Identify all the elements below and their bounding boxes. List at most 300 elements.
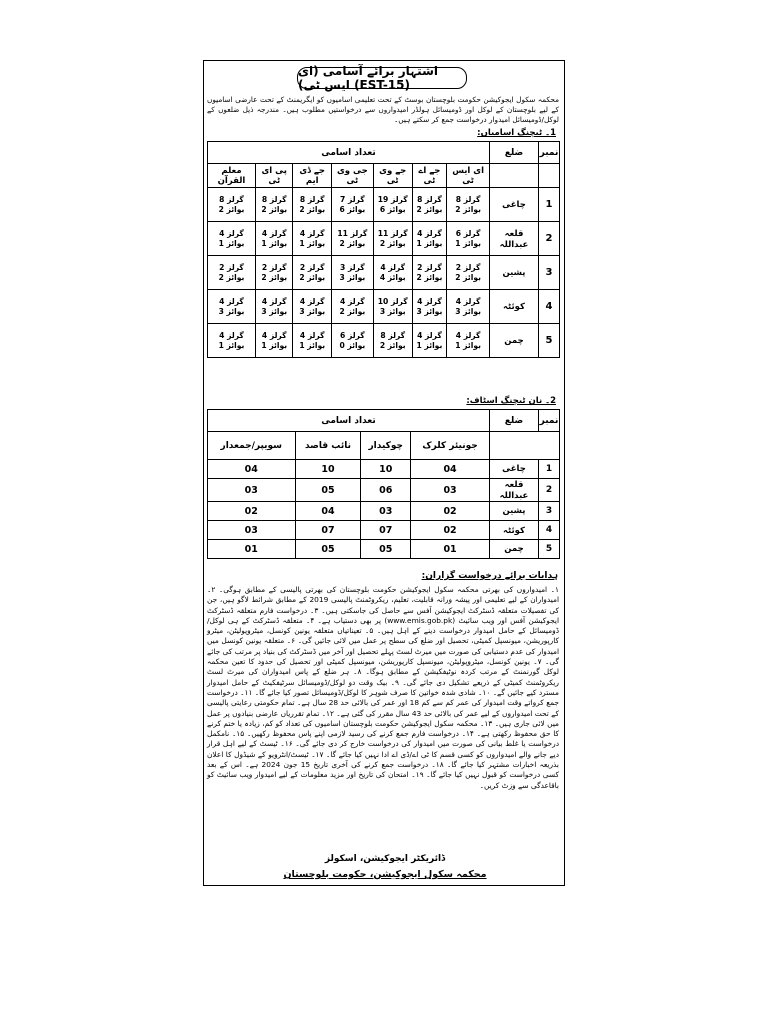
boys-label: بوائز	[307, 204, 326, 214]
post-count-cell	[256, 256, 293, 290]
girls-count	[332, 297, 373, 307]
boys-count	[256, 341, 292, 351]
advertisement-page	[203, 60, 565, 886]
boys-value: 2	[455, 204, 461, 214]
girls-label: گرلز	[463, 228, 481, 238]
boys-count	[413, 205, 447, 215]
intro-paragraph: محکمہ سکول ایجوکیشن حکومت بلوچستان بوسٹ کے تحت تعلیمی اسامیوں کو ایگریمنٹ کے تحت عارضی اسامیوں کے لیے بلوچستان کے لوکل اور ڈومیسائل ہولڈر امیدواروں سے درخواستیں مطلوب ہیں۔ مندرجہ ذیل ضلعوں کے لوکل/ڈومیسائل امیدوار درخواست جمع کر سکتے ہیں۔	[207, 95, 559, 125]
girls-value: 8	[455, 194, 462, 204]
table-row	[208, 188, 560, 222]
teaching-posts-table	[207, 141, 560, 358]
staff-post-header-3: سویپر/جمعدار	[208, 432, 296, 460]
boys-value: 2	[261, 272, 267, 282]
girls-label: گرلز	[425, 194, 442, 204]
girls-value: 3	[340, 262, 346, 272]
girls-label: گرلز	[425, 262, 442, 272]
boys-count	[413, 239, 447, 249]
boys-count	[374, 239, 412, 249]
t2-body	[208, 460, 560, 559]
section2-heading: 2۔ نان ٹیچنگ اسٹاف:	[466, 396, 556, 406]
row-district: پشین	[490, 502, 539, 521]
post-header-1: جے اے ٹی	[412, 164, 447, 188]
boys-label: بوائز	[307, 340, 326, 350]
boys-label: بوائز	[387, 272, 406, 282]
girls-count	[256, 331, 292, 341]
post-count-cell	[412, 222, 447, 256]
girls-count	[374, 263, 412, 273]
boys-count	[256, 239, 292, 249]
boys-count	[332, 239, 373, 249]
post-count-cell	[447, 290, 490, 324]
boys-value: 3	[379, 306, 386, 316]
non-teaching-table	[207, 409, 560, 559]
boys-label: بوائز	[269, 204, 288, 214]
post-count-cell	[373, 188, 412, 222]
girls-value: 4	[417, 228, 423, 238]
girls-label: گرلز	[269, 262, 287, 272]
table-row	[208, 540, 560, 559]
t1-header-count: تعداد اسامی	[208, 142, 490, 164]
post-header-2: جے وی ٹی	[373, 164, 412, 188]
staff-count-cell: 05	[295, 479, 361, 502]
boys-label: بوائز	[347, 306, 366, 316]
girls-label: گرلز	[307, 296, 325, 306]
boys-label: بوائز	[307, 272, 326, 282]
boys-count	[374, 273, 412, 283]
boys-label: بوائز	[424, 204, 443, 214]
row-number: 2	[539, 479, 560, 502]
boys-value: 2	[299, 272, 305, 282]
post-count-cell	[208, 188, 256, 222]
boys-value: 0	[339, 340, 345, 350]
boys-label: بوائز	[347, 340, 366, 350]
boys-label: بوائز	[387, 238, 406, 248]
t2-header-district: ضلع	[490, 410, 539, 432]
girls-value: 4	[261, 330, 268, 340]
post-count-cell	[373, 256, 412, 290]
post-count-cell	[412, 188, 447, 222]
post-count-cell	[293, 256, 331, 290]
table-row	[208, 502, 560, 521]
boys-count	[256, 205, 292, 215]
row-number: 5	[539, 540, 560, 559]
boys-label: بوائز	[424, 238, 443, 248]
girls-value: 4	[455, 330, 462, 340]
post-count-cell	[256, 222, 293, 256]
post-count-cell	[331, 188, 373, 222]
boys-value: 6	[339, 204, 345, 214]
girls-count	[374, 331, 412, 341]
girls-value: 8	[299, 194, 306, 204]
boys-value: 1	[455, 340, 461, 350]
staff-count-cell: 04	[208, 460, 296, 479]
girls-value: 4	[455, 296, 462, 306]
t1-header-district: ضلع	[490, 142, 539, 164]
staff-count-cell: 07	[295, 521, 361, 540]
girls-value: 4	[299, 296, 306, 306]
girls-label: گرلز	[425, 228, 442, 238]
girls-count	[293, 297, 330, 307]
boys-label: بوائز	[387, 340, 406, 350]
boys-value: 2	[339, 306, 345, 316]
row-number: 5	[539, 324, 560, 358]
row-number: 4	[539, 521, 560, 540]
girls-label: گرلز	[307, 228, 325, 238]
boys-value: 3	[455, 306, 461, 316]
boys-label: بوائز	[424, 306, 443, 316]
girls-value: 4	[219, 296, 225, 306]
row-district: چمن	[490, 324, 539, 358]
boys-value: 2	[455, 272, 461, 282]
boys-value: 1	[416, 340, 422, 350]
girls-count	[447, 263, 489, 273]
girls-label: گرلز	[425, 330, 442, 340]
boys-label: بوائز	[387, 306, 406, 316]
row-number: 4	[539, 290, 560, 324]
post-header-5: پی ای ٹی	[256, 164, 293, 188]
boys-label: بوائز	[269, 340, 288, 350]
boys-label: بوائز	[424, 272, 443, 282]
staff-count-cell: 02	[208, 502, 296, 521]
boys-value: 4	[379, 272, 386, 282]
girls-count	[332, 229, 373, 239]
girls-label: گرلز	[347, 296, 365, 306]
boys-count	[413, 307, 447, 317]
girls-value: 7	[340, 194, 346, 204]
row-district: کوئٹہ	[490, 521, 539, 540]
table-row	[208, 324, 560, 358]
staff-count-cell: 04	[411, 460, 490, 479]
boys-count	[256, 307, 292, 317]
boys-label: بوائز	[347, 204, 366, 214]
boys-value: 2	[299, 204, 305, 214]
boys-count	[374, 341, 412, 351]
girls-label: گرلز	[269, 228, 287, 238]
girls-label: گرلز	[463, 262, 481, 272]
staff-count-cell: 06	[361, 479, 411, 502]
staff-count-cell: 04	[295, 502, 361, 521]
boys-label: بوائز	[226, 204, 245, 214]
staff-count-cell: 03	[411, 479, 490, 502]
girls-label: گرلز	[390, 228, 408, 238]
boys-value: 3	[339, 272, 345, 282]
table-row	[208, 256, 560, 290]
girls-label: گرلز	[388, 330, 406, 340]
boys-value: 2	[416, 204, 422, 214]
girls-value: 4	[299, 330, 306, 340]
boys-count	[332, 341, 373, 351]
girls-label: گرلز	[390, 194, 408, 204]
boys-value: 1	[455, 238, 461, 248]
girls-value: 19	[377, 194, 389, 204]
boys-label: بوائز	[269, 238, 288, 248]
girls-value: 11	[337, 228, 348, 238]
row-district: چاغی	[490, 460, 539, 479]
post-count-cell	[373, 290, 412, 324]
t2-blank-cell	[539, 432, 560, 460]
girls-value: 8	[261, 194, 268, 204]
girls-count	[374, 195, 412, 205]
girls-count	[208, 195, 255, 205]
boys-label: بوائز	[387, 204, 406, 214]
boys-count	[332, 273, 373, 283]
boys-label: بوائز	[463, 238, 481, 248]
girls-count	[256, 297, 292, 307]
post-count-cell	[208, 256, 256, 290]
staff-count-cell: 02	[411, 521, 490, 540]
girls-value: 8	[219, 194, 225, 204]
girls-label: گرلز	[463, 194, 481, 204]
boys-count	[332, 307, 373, 317]
boys-value: 3	[416, 306, 422, 316]
boys-value: 1	[218, 340, 224, 350]
post-header-4: جے ڈی ایم	[293, 164, 331, 188]
staff-count-cell: 03	[361, 502, 411, 521]
boys-count	[413, 273, 447, 283]
boys-value: 1	[261, 340, 267, 350]
t1-body	[208, 188, 560, 358]
girls-count	[256, 195, 292, 205]
boys-label: بوائز	[347, 238, 366, 248]
signature-title: ڈائریکٹر ایجوکیشن، اسکولز	[324, 854, 446, 864]
girls-value: 4	[380, 262, 386, 272]
girls-label: گرلز	[307, 330, 325, 340]
girls-count	[413, 195, 447, 205]
girls-count	[208, 229, 255, 239]
post-count-cell	[208, 222, 256, 256]
girls-label: گرلز	[463, 330, 481, 340]
table-row	[208, 521, 560, 540]
post-count-cell	[373, 324, 412, 358]
boys-label: بوائز	[424, 340, 443, 350]
girls-value: 10	[377, 296, 389, 306]
boys-value: 2	[379, 238, 386, 248]
boys-value: 1	[416, 238, 422, 248]
boys-value: 1	[299, 340, 305, 350]
girls-label: گرلز	[227, 228, 244, 238]
row-district: قلعہ عبداللہ	[490, 222, 539, 256]
boys-count	[447, 307, 489, 317]
girls-label: گرلز	[227, 194, 244, 204]
t1-header-number: نمبر	[539, 142, 560, 164]
table-row	[208, 460, 560, 479]
post-count-cell	[412, 324, 447, 358]
post-count-cell	[331, 222, 373, 256]
row-district: چاغی	[490, 188, 539, 222]
boys-count	[447, 205, 489, 215]
boys-label: بوائز	[463, 204, 481, 214]
t1-posts-row	[208, 164, 560, 188]
t2-posts-row	[208, 432, 560, 460]
girls-count	[332, 263, 373, 273]
staff-count-cell: 05	[361, 540, 411, 559]
boys-count	[413, 341, 447, 351]
boys-count	[208, 341, 255, 351]
t2-blank-cell	[490, 432, 539, 460]
boys-count	[447, 341, 489, 351]
boys-count	[447, 239, 489, 249]
t1-blank-cell	[539, 164, 560, 188]
post-count-cell	[412, 256, 447, 290]
post-count-cell	[293, 188, 331, 222]
staff-count-cell: 03	[208, 479, 296, 502]
girls-count	[413, 297, 447, 307]
boys-value: 3	[261, 306, 267, 316]
boys-label: بوائز	[226, 272, 245, 282]
staff-count-cell: 10	[295, 460, 361, 479]
boys-count	[293, 205, 330, 215]
boys-count	[256, 273, 292, 283]
row-number: 2	[539, 222, 560, 256]
girls-count	[374, 297, 412, 307]
girls-value: 4	[299, 228, 306, 238]
row-district: چمن	[490, 540, 539, 559]
post-count-cell	[256, 188, 293, 222]
boys-label: بوائز	[226, 306, 245, 316]
post-count-cell	[331, 256, 373, 290]
boys-value: 3	[218, 306, 224, 316]
boys-label: بوائز	[269, 306, 288, 316]
boys-label: بوائز	[463, 340, 481, 350]
instructions-text: ۱۔ امیدواروں کی بھرتی محکمہ سکول ایجوکیشن حکومت بلوچستان کی بھرتی پالیسی کے مطابق ہوگی۔ ۲۔ امیدواران کے لیے تعلیمی اور پیشہ ورانہ قابلیت، تعلیم، ریکروٹمنٹ پالیسی 2019 کے مطابق شرائط لاگو ہیں، جن کی تفصیلات متعلقہ ڈسٹرکٹ ایجوکیشن آفس سے حاصل کی جاسکتی ہیں۔ ۳۔ درخواست فارم متعلقہ ڈسٹرکٹ ایجوکیشن آفس اور ویب سائیٹ (www.emis.gob.pk) پر بھی دستیاب ہے۔ ۴۔ متعلقہ ڈسٹرکٹ کے ہی لوکل/ڈومیسائل کے حامل امیدوار درخواست دینے کے اہل ہیں۔ ۵۔ تعیناتیاں متعلقہ یونین کونسل، میٹروپولیٹن، میٹرو کارپوریشن، میونسپل کمیٹی، تحصیل اور ضلع کی سطح پر عمل میں لائی جائیں گی۔ ۶۔ متعلقہ یونین کونسل میں امیدوار کی عدم دستیابی کی صورت میں میرٹ لسٹ پہلے تحصیل اور آخر میں ڈسٹرکٹ کی بنیاد پر مرتب کی جائے گی۔ ۷۔ یونین کونسل، میٹروپولیٹن، میونسپل کارپوریشن، میونسپل کمیٹی اور تحصیل کی حدود کا تعین محکمہ لوکل گورنمنٹ کے مرتب کردہ نوٹیفکیشن کے مطابق ہوگا۔ ۸۔ ہر ضلع کے پاس امیدواران کی میرٹ لسٹ ریکروٹمنٹ کمیٹی کے ذریعے تشکیل دی جائے گی۔ ۹۔ بیک وقت دو لوکل/ڈومیسائل سرٹیفکیٹ کے حامل امیدوار مسترد کیے جائیں گے۔ ۱۰۔ شادی شدہ خواتین کا صرف شوہر کا لوکل/ڈومیسائل تصور کیا جائے گا۔ ۱۱۔ درخواست جمع کرواتے وقت امیدوار کی عمر کم سے کم 18 اور عمر کی بالائی حد 28 سال ہے۔ تمام حکومتی رعایتی پالیسی کے تحت امیدواروں کے لیے عمر کی بالائی حد 43 سال مقرر کی گئی ہے۔ ۱۲۔ تمام تقرریاں عارضی بنیادوں پر عمل میں لائی جاری ہیں۔ ۱۳۔ محکمہ سکول ایجوکیشن حکومت بلوچستان اسامیوں کی تعداد کو کم، زیادہ یا ختم کرنے کا حق محفوظ رکھتی ہے۔ ۱۴۔ درخواست فارم جمع کرنے کی رسید لازمی اپنے پاس محفوظ رکھیں۔ ۱۵۔ نامکمل درخواست یا غلط بیانی کی صورت میں امیدوار کی درخواست خارج کر دی جائے گی۔ ۱۶۔ ٹیسٹ کے لیے اہل قرار دیے جانے والے امیدواروں کو کسی قسم کا ٹی اے/ڈی اے ادا نہیں کیا جائے گا۔ ۱۷۔ ٹیسٹ/انٹرویو کے شیڈول کا اعلان بذریعہ اخبارات مشتہر کیا جائے گا۔ ۱۸۔ درخواست جمع کرنے کی آخری تاریخ 15 جون 2024 ہے۔ اس کے بعد کسی درخواست کو قبول نہیں کیا جائے گا۔ ۱۹۔ امتحان کی تاریخ اور مزید معلومات کے لیے امیدوار ویب سائیٹ کو باقاعدگی سے وزٹ کریں۔	[207, 585, 560, 790]
girls-label: گرلز	[425, 296, 442, 306]
girls-value: 8	[417, 194, 423, 204]
girls-label: گرلز	[390, 296, 408, 306]
staff-count-cell: 10	[361, 460, 411, 479]
post-count-cell	[447, 256, 490, 290]
girls-value: 6	[455, 228, 462, 238]
girls-value: 4	[417, 296, 423, 306]
girls-count	[293, 195, 330, 205]
post-header-6: معلم القرآن	[208, 164, 256, 188]
post-count-cell	[256, 290, 293, 324]
boys-count	[447, 273, 489, 283]
girls-count	[208, 297, 255, 307]
boys-value: 2	[261, 204, 267, 214]
boys-label: بوائز	[269, 272, 288, 282]
girls-count	[256, 229, 292, 239]
staff-post-header-0: جونیئر کلرک	[411, 432, 490, 460]
staff-count-cell: 05	[295, 540, 361, 559]
girls-label: گرلز	[227, 296, 244, 306]
girls-count	[293, 263, 330, 273]
boys-count	[374, 205, 412, 215]
boys-value: 1	[299, 238, 305, 248]
boys-count	[332, 205, 373, 215]
girls-label: گرلز	[347, 262, 365, 272]
section1-heading: 1۔ ٹیچنگ اسامیاں:	[477, 128, 556, 138]
girls-count	[374, 229, 412, 239]
girls-value: 4	[261, 228, 268, 238]
boys-count	[208, 205, 255, 215]
boys-count	[208, 273, 255, 283]
boys-label: بوائز	[463, 306, 481, 316]
row-district: قلعہ عبداللہ	[490, 479, 539, 502]
girls-count	[332, 195, 373, 205]
post-count-cell	[331, 290, 373, 324]
boys-label: بوائز	[226, 238, 245, 248]
boys-count	[293, 273, 330, 283]
t2-header-count: تعداد اسامی	[208, 410, 490, 432]
boys-count	[293, 239, 330, 249]
t2-header-number: نمبر	[539, 410, 560, 432]
row-district: پشین	[490, 256, 539, 290]
girls-label: گرلز	[307, 262, 325, 272]
post-header-3: جی وی ٹی	[331, 164, 373, 188]
post-count-cell	[293, 290, 331, 324]
post-count-cell	[293, 222, 331, 256]
girls-label: گرلز	[463, 296, 481, 306]
t1-blank-cell	[490, 164, 539, 188]
girls-label: گرلز	[350, 228, 368, 238]
girls-value: 4	[340, 296, 346, 306]
girls-value: 2	[219, 262, 225, 272]
boys-value: 2	[379, 340, 386, 350]
girls-value: 2	[261, 262, 268, 272]
girls-count	[208, 263, 255, 273]
girls-value: 4	[417, 330, 423, 340]
girls-label: گرلز	[227, 262, 244, 272]
post-header-0: ای ایس ٹی	[447, 164, 490, 188]
row-number: 1	[539, 460, 560, 479]
staff-count-cell: 02	[411, 502, 490, 521]
girls-value: 11	[377, 228, 389, 238]
boys-value: 1	[218, 238, 224, 248]
row-number: 3	[539, 502, 560, 521]
boys-value: 2	[339, 238, 345, 248]
girls-label: گرلز	[347, 194, 365, 204]
girls-count	[208, 331, 255, 341]
ad-title: اشتہار برائے آسامی (ای ایس ٹی) (EST-15)	[297, 67, 467, 89]
girls-count	[293, 229, 330, 239]
girls-count	[447, 297, 489, 307]
girls-count	[332, 331, 373, 341]
row-number: 3	[539, 256, 560, 290]
boys-label: بوائز	[307, 306, 326, 316]
staff-post-header-1: چوکیدار	[361, 432, 411, 460]
table-row	[208, 222, 560, 256]
table-row	[208, 479, 560, 502]
staff-count-cell: 01	[411, 540, 490, 559]
post-count-cell	[447, 324, 490, 358]
girls-count	[413, 263, 447, 273]
boys-value: 3	[299, 306, 305, 316]
girls-label: گرلز	[227, 330, 244, 340]
girls-label: گرلز	[269, 194, 287, 204]
boys-count	[293, 341, 330, 351]
staff-count-cell: 03	[208, 521, 296, 540]
post-count-cell	[447, 222, 490, 256]
boys-count	[208, 307, 255, 317]
instructions-heading: ہدایات برائے درخواست گزاران:	[421, 571, 558, 581]
boys-value: 2	[218, 204, 224, 214]
post-count-cell	[256, 324, 293, 358]
boys-label: بوائز	[226, 340, 245, 350]
post-count-cell	[412, 290, 447, 324]
girls-value: 6	[340, 330, 346, 340]
boys-value: 2	[218, 272, 224, 282]
post-count-cell	[208, 324, 256, 358]
boys-value: 1	[261, 238, 267, 248]
boys-value: 6	[379, 204, 386, 214]
post-count-cell	[293, 324, 331, 358]
girls-label: گرلز	[269, 296, 287, 306]
girls-value: 2	[455, 262, 462, 272]
boys-value: 2	[416, 272, 422, 282]
table-row	[208, 290, 560, 324]
row-number: 1	[539, 188, 560, 222]
boys-label: بوائز	[463, 272, 481, 282]
